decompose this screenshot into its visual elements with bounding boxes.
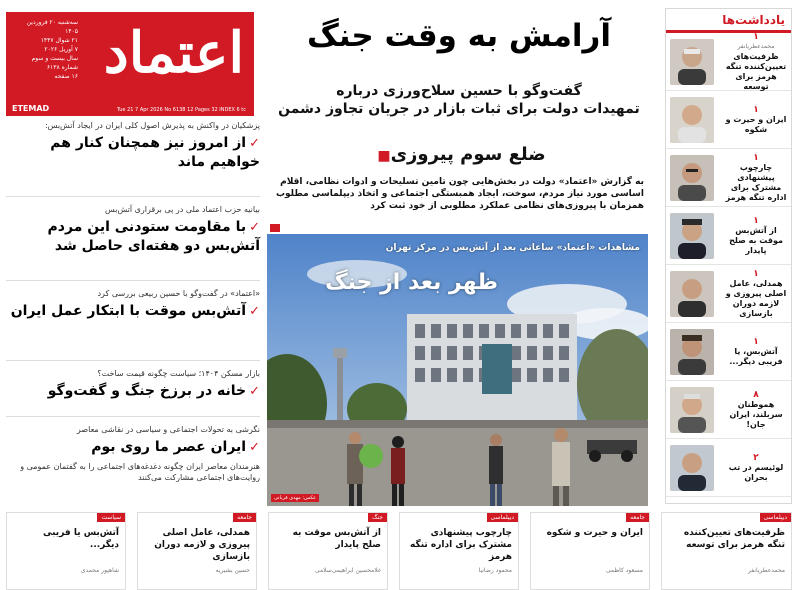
divider	[6, 416, 260, 417]
section-tag: سیاست	[97, 513, 125, 522]
check-icon: ✓	[249, 136, 260, 151]
story-headline: آتش‌بس موقت با ابتکار عمل ایران	[10, 303, 247, 319]
date-line: شماره ۶۱۳۸	[46, 64, 78, 71]
story-summary: هنرمندان معاصر ایران چگونه دغدغه‌های اجتماعی را به گفتمان عمومی و روایت‌های اجتماعی مشارکت می‌کنند	[20, 462, 260, 482]
teaser-author: محمود رضانیا	[478, 567, 512, 574]
teaser-author: غلامحسین ابراهیمی‌سلامی	[314, 567, 381, 574]
logo-latin: ETEMAD	[12, 104, 50, 113]
author-photo	[670, 155, 714, 201]
note-number: ۱	[753, 104, 759, 115]
teaser-title: همدلی، عامل اصلی پیروزی و لازمه دوران بازسازی	[154, 528, 250, 562]
divider	[6, 280, 260, 281]
teaser-author: مسعود کاظمی	[605, 567, 643, 574]
note-number: ۱	[753, 215, 759, 226]
interview-subhead[interactable]	[270, 82, 648, 118]
story-headline: ایران عصر ما روی بوم	[91, 439, 247, 455]
secondary-headline-text: ضلع سوم پیروزی	[390, 144, 546, 165]
secondary-headline[interactable]	[270, 144, 648, 167]
notes-sidebar	[665, 8, 792, 504]
left-story[interactable]	[6, 288, 260, 321]
section-tag: جامعه	[626, 513, 649, 522]
check-icon: ✓	[249, 440, 260, 455]
author-photo	[670, 387, 714, 433]
teaser-title: از آتش‌بس موقت به صلح پایدار	[292, 528, 381, 550]
note-title: لوئیسم در تب بحران	[728, 462, 784, 482]
note-title: هموطنان سربلند، ایران جان!	[729, 399, 783, 429]
photo-caption: مشاهدات «اعتماد» ساعاتی بعد از آتش‌بس در مرکز تهران	[385, 243, 640, 253]
date-line: ۱۶ صفحه	[54, 73, 78, 80]
left-story[interactable]	[6, 424, 260, 483]
check-icon: ✓	[249, 384, 260, 399]
bottom-teaser[interactable]	[530, 512, 650, 590]
left-story[interactable]	[6, 120, 260, 171]
note-item[interactable]	[666, 91, 791, 149]
note-number: ۱	[753, 31, 759, 42]
note-number: ۲	[753, 452, 759, 463]
note-number: ۱	[753, 268, 759, 279]
note-title: ایران و حیرت و شکوه	[725, 114, 787, 134]
left-column	[6, 120, 260, 504]
teaser-author: محمدعطریانفر	[747, 567, 785, 574]
story-kicker: بیانیه حزب اعتماد ملی در پی برقراری آتش‌بس	[105, 205, 260, 214]
story-kicker: نگرشی به تحولات اجتماعی و سیاسی در نقاشی معاصر	[76, 425, 260, 434]
red-marker	[270, 224, 280, 232]
check-icon: ✓	[249, 220, 260, 235]
divider	[6, 196, 260, 197]
note-title: ظرفیت‌های تعیین‌کننده تنگه هرمز برای توسعه	[725, 51, 787, 91]
bottom-strip	[6, 512, 792, 590]
story-kicker: پزشکیان در واکنش به پذیرش اصول کلی ایران در ایجاد آتش‌بس:	[44, 121, 260, 130]
date-line: سه‌شنبه ۲۰ فروردین ۱۴۰۵	[26, 19, 78, 35]
section-tag: دیپلماسی	[487, 513, 518, 522]
newspaper-logo: اعتماد	[103, 20, 244, 86]
teaser-title: ظرفیت‌های تعیین‌کننده تنگه هرمز برای توسعه	[683, 528, 785, 550]
author-photo	[670, 329, 714, 375]
note-title: چارچوب پیشنهادی مشترک برای اداره تنگه هرمز	[725, 162, 787, 202]
section-tag: دیپلماسی	[760, 513, 791, 522]
note-title: آتش‌بس، یا فریبی دیگر...	[729, 346, 783, 366]
left-story[interactable]	[6, 204, 260, 255]
main-headline[interactable]: آرامش به وقت جنگ	[306, 18, 612, 54]
author-photo	[670, 445, 714, 491]
note-author: محمدعطریانفر	[737, 42, 775, 50]
photo-overlay-title: ظهر بعد از جنگ	[325, 270, 498, 295]
author-photo	[670, 213, 714, 259]
interview-line: گفت‌وگو با حسین سلاح‌ورزی درباره	[336, 83, 582, 99]
note-number: ۸	[753, 389, 759, 400]
date-line: سال بیست و سوم	[31, 55, 78, 62]
sidebar-title: یادداشت‌ها	[722, 12, 785, 27]
bottom-teaser[interactable]	[661, 512, 792, 590]
square-bullet-icon: ■	[377, 148, 391, 164]
story-kicker: «اعتماد» در گفت‌وگو با حسین ربیعی بررسی کرد	[97, 289, 260, 298]
note-item[interactable]	[666, 323, 791, 381]
teaser-author: شاهپور محمدی	[80, 567, 119, 574]
note-number: ۱	[753, 336, 759, 347]
teaser-title: چارچوب پیشنهادی مشترک برای اداره تنگه هرمز	[410, 528, 512, 562]
sidebar-header	[666, 9, 791, 33]
note-item[interactable]	[666, 33, 791, 91]
author-photo	[670, 39, 714, 85]
author-photo	[670, 97, 714, 143]
story-headline: خانه در برزخ جنگ و گفت‌وگو	[47, 383, 247, 399]
teaser-author: حسین بشیریه	[215, 567, 250, 574]
bottom-teaser[interactable]	[399, 512, 519, 590]
check-icon: ✓	[249, 304, 260, 319]
masthead-logo-box	[6, 12, 254, 116]
bottom-teaser[interactable]	[6, 512, 126, 590]
date-line: ۲۱ شوال ۱۴۴۷	[40, 37, 78, 44]
photo-credit: عکس: مهدی قربانی	[271, 494, 319, 502]
teaser-title: ایران و حیرت و شکوه	[546, 528, 643, 538]
note-title: از آتش‌بس موقت به صلح پایدار	[729, 225, 783, 255]
note-item[interactable]	[666, 265, 791, 323]
report-summary: به گزارش «اعتماد» دولت در بخش‌هایی چون تامین تسلیحات و ادوات نظامی، اقلام اساسی مورد نیاز مردم، سوخت، ایجاد همبستگی اجتماعی و اتخاذ دیپلماسی مطلوب همزمان با پیروزی‌های نظامی عملکرد مطلوبی از خود ثبت کرد	[275, 177, 644, 211]
story-headline: از امروز نیز همچنان کنار هم خواهیم ماند	[50, 135, 260, 170]
bottom-teaser[interactable]	[268, 512, 388, 590]
section-tag: جنگ	[368, 513, 387, 522]
note-item[interactable]	[666, 439, 791, 497]
left-story[interactable]	[6, 368, 260, 401]
note-number: ۱	[753, 152, 759, 163]
section-tag: جامعه	[233, 513, 256, 522]
story-kicker: بازار مسکن ۱۴۰۴؛ سیاست چگونه قیمت ساخت؟	[97, 369, 260, 378]
note-item[interactable]	[666, 381, 791, 439]
issue-line: Tue 21 7 Apr 2026 No 6138 12 Pages 32 INDEX 6 tc	[116, 107, 246, 113]
lead-photo[interactable]	[267, 234, 648, 506]
date-line: ۷ آوریل ۲۰۲۶	[44, 46, 78, 53]
interview-line: تمهیدات دولت برای ثبات بازار در جریان تجاوز دشمن	[278, 101, 640, 117]
story-headline: با مقاومت ستودنی این مردم آتش‌بس دو هفته‌ای حاصل شد	[47, 219, 260, 254]
author-photo	[670, 271, 714, 317]
note-item[interactable]	[666, 149, 791, 207]
bottom-teaser[interactable]	[137, 512, 257, 590]
note-title: همدلی، عامل اصلی پیروزی و لازمه دوران بازسازی	[725, 278, 787, 318]
teaser-title: آتش‌بس یا فریبی دیگر...	[43, 528, 119, 550]
note-item[interactable]	[666, 207, 791, 265]
divider	[6, 360, 260, 361]
date-block	[12, 18, 78, 81]
